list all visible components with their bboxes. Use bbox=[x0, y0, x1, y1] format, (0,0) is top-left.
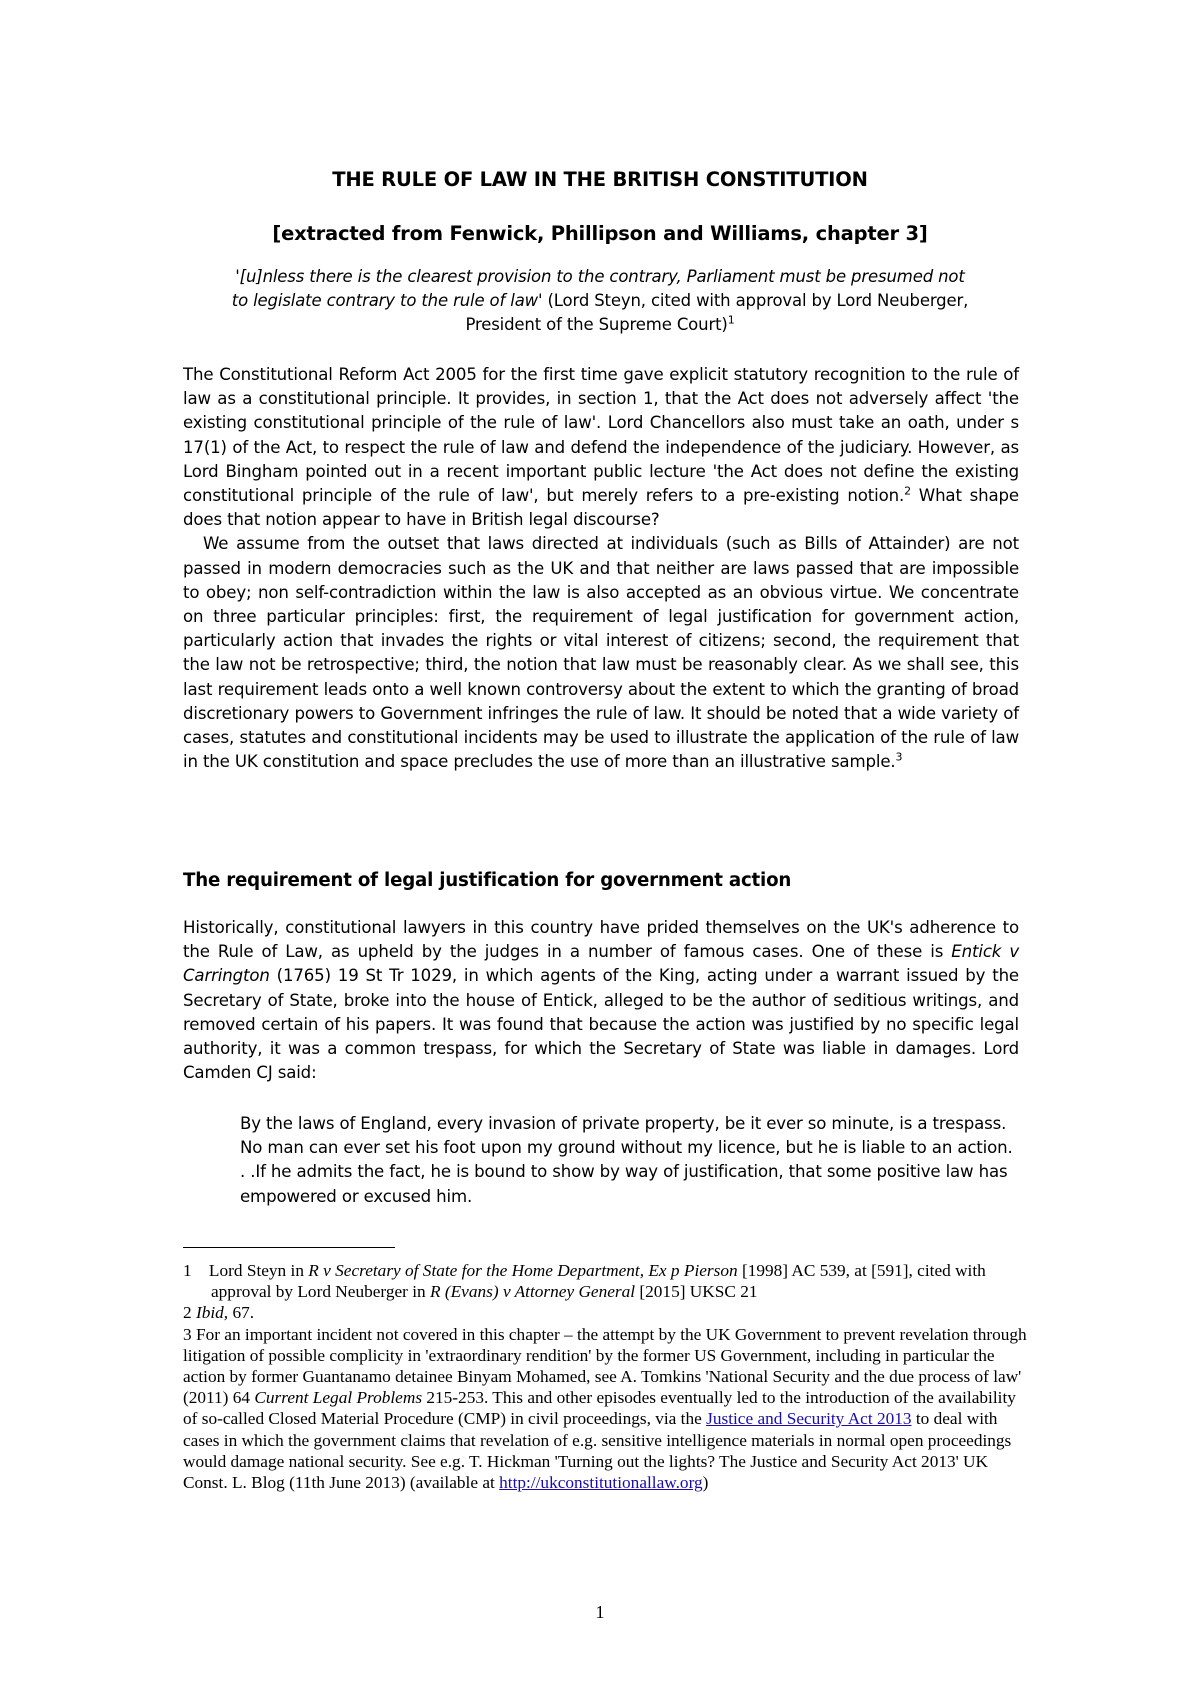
epigraph-quote: '[u]nless there is the clearest provision to the contrary, Parliament must be presumed not to legislate contrary to the rule of law' bbox=[231, 267, 965, 310]
block-quote: By the laws of England, every invasion of private property, be it ever so minute, is a trespass. No man can ever set his foot upon my ground without my licence, but he is liable to an action. . .If he admits the fact, he is bound to show by way of justification, that some positive law has empowered or excused him. bbox=[240, 1114, 1013, 1206]
document-subtitle: [extracted from Fenwick, Phillipson and Williams, chapter 3] bbox=[272, 222, 928, 245]
footnote-3-text-a: For an important incident not covered in this chapter – the attempt by the UK Government to prevent revelation through litigation of possible complicity in 'extraordinary rendition' by the former US Government, including in particular the action by former Guantanamo detainee Binyam Mohamed, see A. Tomkins 'National Security and the due process of law' (2011) 64 bbox=[183, 1324, 1027, 1408]
footnote-3-journal: Current Legal Problems bbox=[254, 1388, 423, 1408]
footnotes bbox=[183, 1260, 1028, 1493]
paragraph-1-text-after: What shape does that notion appear to have in British legal discourse? bbox=[183, 486, 1019, 530]
footnote-2-text: 67. bbox=[228, 1303, 255, 1323]
epigraph-attribution: (Lord Steyn, cited with approval by Lord Neuberger, President of the Supreme Court) bbox=[465, 291, 969, 334]
page-number: 1 bbox=[595, 1602, 605, 1622]
ukconstitutionallaw-link[interactable]: http://ukconstitutionallaw.org bbox=[499, 1473, 703, 1493]
footnote-1-text-a: Lord Steyn in bbox=[208, 1261, 309, 1280]
paragraph-2 bbox=[183, 532, 1019, 774]
footnote-2-number: 2 bbox=[183, 1303, 192, 1323]
footnote-3-text-e: ) bbox=[702, 1473, 709, 1493]
footnote-separator bbox=[183, 1247, 395, 1248]
case-name: Entick v Carrington bbox=[183, 942, 1020, 986]
footnote-1 bbox=[183, 1260, 1028, 1302]
footnote-3 bbox=[183, 1324, 1028, 1494]
footnote-1-case-1: R v Secretary of State for the Home Department, Ex p Pierson bbox=[308, 1261, 738, 1280]
paragraph-2-text: We assume from the outset that laws directed at individuals (such as Bills of Attainder) are not passed in modern democracies such as the UK and that neither are laws passed that are impossible to obey; non self-contradiction within the law is also accepted as an obvious virtue. We concentrate on three particular principles: first, the requirement of legal justification for government action, particularly action that invades the rights or vital interest of citizens; second, the requirement that the law not be retrospective; third, the notion that law must be reasonably clear. As we shall see, this last requirement leads onto a well known controversy about the extent to which the granting of broad discretionary powers to Government infringes the rule of law. It should be noted that a wide variety of cases, statutes and constitutional incidents may be used to illustrate the application of the rule of law in the UK constitution and space precludes the use of more than an illustrative sample. bbox=[183, 534, 1019, 772]
footnote-1-text-c: [1998] AC 539, at [591], cited with approval by Lord Neuberger in bbox=[211, 1261, 986, 1302]
footnote-1-text-e: [2015] UKSC 21 bbox=[635, 1282, 758, 1302]
intro-paragraphs bbox=[183, 363, 1019, 774]
footnote-2-ibid: Ibid, bbox=[195, 1303, 229, 1323]
section-heading: The requirement of legal justification for government action bbox=[183, 870, 792, 891]
paragraph-3 bbox=[183, 916, 1019, 1085]
document-title: THE RULE OF LAW IN THE BRITISH CONSTITUTION bbox=[332, 168, 868, 191]
paragraph-1-text: The Constitutional Reform Act 2005 for the first time gave explicit statutory recognition to the rule of law as a constitutional principle. It provides, in section 1, that the Act does not adversely affect 'the existing constitutional principle of the rule of law'. Lord Chancellors also must take an oath, under s 17(1) of the Act, to respect the rule of law and defend the independence of the judiciary. However, as Lord Bingham pointed out in a recent important public lecture 'the Act does not define the existing constitutional principle of the rule of law', but merely refers to a pre-existing notion. bbox=[183, 365, 1019, 506]
footnote-ref-2[interactable]: 2 bbox=[904, 484, 911, 498]
footnote-3-number: 3 bbox=[183, 1324, 192, 1344]
paragraph-3-text-before: Historically, constitutional lawyers in this country have prided themselves on the UK's adherence to the Rule of Law, as upheld by the judges in a number of famous cases. One of these is bbox=[183, 918, 1019, 962]
footnote-3-text-c: 215-253. This and other episodes eventually led to the introduction of the availability of so-called Closed Material Procedure (CMP) in civil proceedings, via the bbox=[183, 1388, 1016, 1429]
footnote-ref-3[interactable]: 3 bbox=[895, 750, 903, 764]
justice-security-act-link[interactable]: Justice and Security Act 2013 bbox=[706, 1409, 912, 1429]
footnote-2 bbox=[183, 1302, 1028, 1323]
epigraph bbox=[230, 265, 970, 337]
footnote-1-case-2: R (Evans) v Attorney General bbox=[430, 1282, 636, 1302]
footnote-ref-1[interactable]: 1 bbox=[727, 313, 735, 327]
paragraph-3-text-after: (1765) 19 St Tr 1029, in which agents of the King, acting under a warrant issued by the Secretary of State, broke into the house of Entick, alleged to be the author of seditious writings, and removed certain of his papers. It was found that because the action was justified by no specific legal authority, it was a common trespass, for which the Secretary of State was liable in damages. Lord Camden CJ said: bbox=[183, 966, 1019, 1083]
paragraph-1 bbox=[183, 363, 1019, 532]
footnote-3-text-d: to deal with cases in which the government claims that revelation of e.g. sensitive intelligence materials in normal open proceedings would damage national security. See e.g. T. Hickman 'Turning out the lights? The Justice and Security Act 2013' UK Const. L. Blog (11th June 2013) (available at bbox=[183, 1409, 1012, 1493]
footnote-1-number: 1 bbox=[183, 1261, 192, 1280]
